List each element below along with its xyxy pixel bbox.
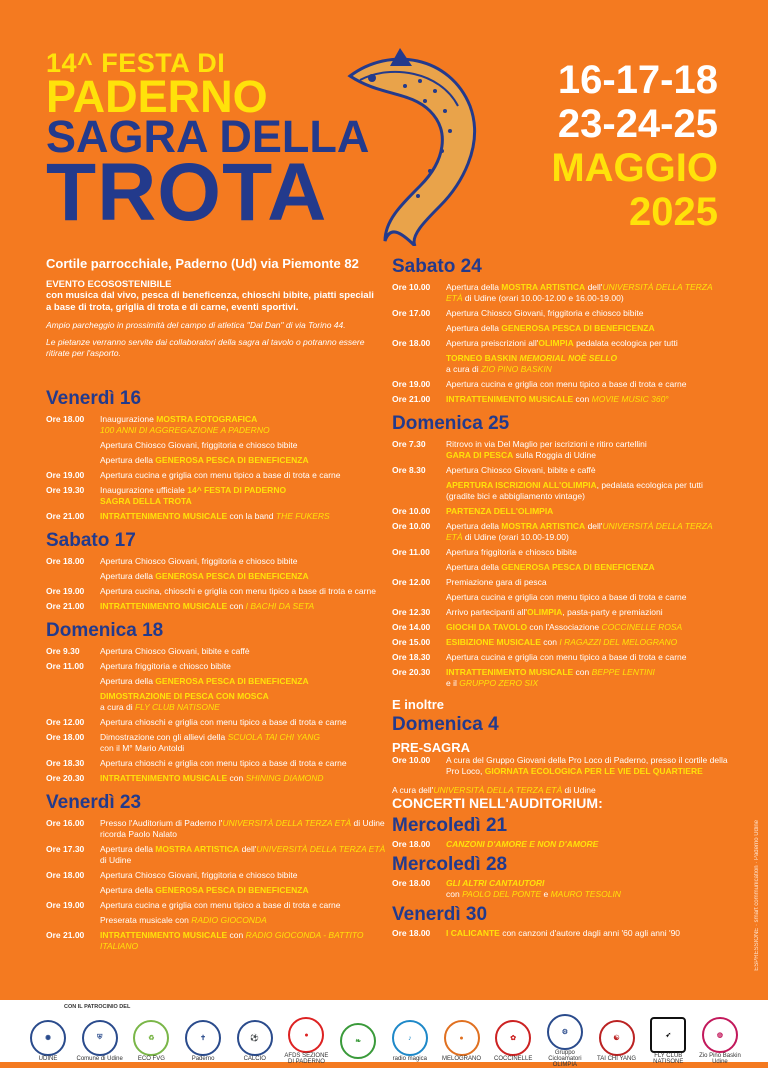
text: A cura dell' bbox=[392, 785, 434, 795]
highlight: GENEROSA PESCA DI BENEFICENZA bbox=[501, 562, 655, 572]
time: Ore 21.00 bbox=[46, 511, 85, 521]
blood-drop-icon: ● bbox=[288, 1017, 324, 1053]
day-title: Venerdì 23 bbox=[46, 792, 142, 813]
text: Dimostrazione con gli allievi della bbox=[100, 732, 228, 742]
text: Arrivo partecipanti all' bbox=[446, 607, 527, 617]
sponsor-name: radio magica bbox=[392, 1056, 427, 1062]
sponsor-logo bbox=[696, 1017, 744, 1065]
time: Ore 18.00 bbox=[392, 928, 431, 938]
text: con l'Associazione bbox=[527, 622, 602, 632]
text: Apertura friggitoria e chiosco bibite bbox=[446, 547, 577, 557]
title-line-4: TROTA bbox=[46, 147, 328, 238]
highlight-italic: CANZONI D'AMORE E NON D'AMORE bbox=[446, 839, 599, 849]
text: a cura di bbox=[100, 702, 135, 712]
program-row bbox=[46, 930, 386, 952]
highlight-italic: BEPPE LENTINI bbox=[591, 667, 655, 677]
time: Ore 16.00 bbox=[46, 818, 85, 828]
concerti-intro bbox=[392, 785, 728, 795]
time: Ore 8.30 bbox=[392, 465, 426, 475]
text: Apertura friggitoria e chiosco bibite bbox=[100, 661, 231, 671]
pomegranate-icon: ● bbox=[444, 1020, 480, 1056]
program-row bbox=[392, 607, 728, 618]
highlight-italic: MOVIE MUSIC 360° bbox=[591, 394, 669, 404]
concerti-title: CONCERTI NELL'AUDITORIUM: bbox=[392, 795, 603, 811]
dates-second-weekend: 23-24-25 bbox=[557, 102, 718, 146]
highlight-italic: GRUPPO ZERO SIX bbox=[459, 678, 539, 688]
text: con bbox=[540, 637, 560, 647]
football-icon: ⚽ bbox=[237, 1020, 273, 1056]
event-dates bbox=[551, 58, 718, 234]
text: di Udine ricorda Paolo Nalato bbox=[100, 818, 385, 839]
text: Apertura della bbox=[100, 676, 156, 686]
text: A cura del Gruppo Giovani della Pro Loco di Paderno, presso il cortile della Pro Loco, bbox=[446, 755, 728, 776]
program-row bbox=[46, 455, 386, 466]
highlight: GARA DI PESCA bbox=[446, 450, 514, 460]
text: di Udine (orari 10.00-12.00 e 16.00-19.00) bbox=[462, 293, 624, 303]
program-row bbox=[392, 480, 728, 502]
highlight: GIOCHI DA TAVOLO bbox=[446, 622, 528, 632]
sponsor-logo bbox=[334, 1023, 382, 1059]
text: Apertura chioschi e griglia con menu tipico a base di trota e carne bbox=[100, 758, 347, 768]
time: Ore 15.00 bbox=[392, 637, 431, 647]
eco-body: con musica dal vivo, pesca di beneficenza, chioschi bibite, piatti speciali a base di trota, griglia di trota e di carne, eventi sportivi. bbox=[46, 290, 374, 313]
program-row bbox=[46, 601, 386, 612]
highlight-italic: MEMORIAL NOÈ SELLO bbox=[519, 353, 618, 363]
program-row bbox=[46, 414, 386, 436]
time: Ore 18.00 bbox=[46, 870, 85, 880]
highlight: MOSTRA ARTISTICA bbox=[501, 282, 586, 292]
sponsor-name: ECO FVG bbox=[137, 1056, 165, 1062]
sponsor-logo bbox=[76, 1020, 124, 1062]
sponsor-name: Paderno bbox=[191, 1056, 215, 1062]
text: dell' bbox=[239, 844, 257, 854]
program-row bbox=[392, 308, 728, 319]
text: con bbox=[573, 667, 592, 677]
highlight: GENEROSA PESCA DI BENEFICENZA bbox=[155, 676, 309, 686]
time: Ore 12.30 bbox=[392, 607, 431, 617]
highlight: GENEROSA PESCA DI BENEFICENZA bbox=[501, 323, 655, 333]
text: con il M° Mario Antoldi bbox=[100, 743, 185, 753]
program-row bbox=[46, 646, 386, 657]
sponsor-name: UDINE bbox=[38, 1056, 58, 1062]
program-row bbox=[392, 323, 728, 334]
program-row bbox=[392, 562, 728, 573]
text: Apertura cucina e griglia con menu tipico a base di trota e carne bbox=[100, 470, 341, 480]
text: Apertura Chiosco Giovani, bibite e caffè bbox=[100, 646, 250, 656]
text: con bbox=[446, 889, 463, 899]
text: Apertura Chiosco Giovani, friggitoria e chiosco bibite bbox=[100, 870, 298, 880]
program-row bbox=[46, 440, 386, 451]
program-row bbox=[392, 667, 728, 689]
text: e bbox=[541, 889, 551, 899]
program-row bbox=[392, 755, 728, 777]
highlight: SAGRA DELLA TROTA bbox=[100, 496, 192, 506]
parish-icon: ✝ bbox=[185, 1020, 221, 1056]
time: Ore 21.00 bbox=[46, 601, 85, 611]
bicycle-icon: ⚙ bbox=[547, 1014, 583, 1050]
time: Ore 10.00 bbox=[392, 755, 431, 765]
highlight-italic: RADIO GIOCONDA - BATTITO ITALIANO bbox=[100, 930, 364, 951]
dates-year: 2025 bbox=[629, 190, 718, 234]
highlight: INTRATTENIMENTO MUSICALE bbox=[446, 394, 574, 404]
text: Apertura della bbox=[100, 885, 156, 895]
time: Ore 18.00 bbox=[392, 878, 431, 888]
program-row bbox=[392, 592, 728, 603]
program-row bbox=[392, 379, 728, 390]
program-row bbox=[46, 885, 386, 896]
highlight: GENEROSA PESCA DI BENEFICENZA bbox=[155, 885, 309, 895]
highlight: I CALICANTE bbox=[446, 928, 500, 938]
program-row bbox=[392, 622, 728, 633]
highlight: INTRATTENIMENTO MUSICALE bbox=[100, 511, 228, 521]
program-row bbox=[392, 878, 728, 900]
program-row bbox=[46, 758, 386, 769]
program-row bbox=[46, 870, 386, 881]
trout-illustration bbox=[330, 36, 490, 246]
time: Ore 10.00 bbox=[392, 521, 431, 531]
highlight-italic: ZIO PINO BASKIN bbox=[480, 364, 552, 374]
time: Ore 18.00 bbox=[46, 414, 85, 424]
program-row bbox=[46, 485, 386, 507]
program-row bbox=[46, 915, 386, 926]
text: Apertura cucina e griglia con menu tipico a base di trota e carne bbox=[446, 592, 687, 602]
text: Apertura cucina, chioschi e griglia con menu tipico a base di trota e carne bbox=[100, 586, 376, 596]
basketball-icon: ◍ bbox=[702, 1017, 738, 1053]
sponsor-name: MELOGRANO bbox=[441, 1056, 481, 1062]
text: Ritrovo in via Del Maglio per iscrizioni e ritiro cartellini bbox=[446, 439, 647, 449]
time: Ore 19.00 bbox=[46, 470, 85, 480]
time: Ore 19.00 bbox=[46, 586, 85, 596]
text: Apertura Chiosco Giovani, bibite e caffè bbox=[446, 465, 596, 475]
time: Ore 7.30 bbox=[392, 439, 426, 449]
text: di Udine bbox=[100, 855, 132, 865]
program-row bbox=[46, 661, 386, 672]
text: con la band bbox=[227, 511, 276, 521]
highlight-italic: SCUOLA TAI CHI YANG bbox=[227, 732, 320, 742]
inoltre-label: E inoltre bbox=[392, 697, 445, 712]
text: Inaugurazione bbox=[100, 414, 157, 424]
time: Ore 19.00 bbox=[46, 900, 85, 910]
program-row bbox=[46, 676, 386, 687]
highlight: OLIMPIA bbox=[527, 607, 563, 617]
text: Apertura Chiosco Giovani, friggitoria e chiosco bibite bbox=[100, 440, 298, 450]
highlight: INTRATTENIMENTO MUSICALE bbox=[100, 930, 228, 940]
text: di Udine bbox=[562, 785, 596, 795]
sponsor-logo bbox=[231, 1020, 279, 1062]
program-row bbox=[392, 652, 728, 663]
agency-credit: ESPRESSIONE · smart communication · Paderno Udine bbox=[754, 820, 760, 971]
program-row bbox=[46, 717, 386, 728]
time: Ore 17.00 bbox=[392, 308, 431, 318]
program-row bbox=[46, 586, 386, 597]
text: sulla Roggia di Udine bbox=[513, 450, 596, 460]
program-row bbox=[46, 844, 386, 866]
text: Apertura della bbox=[100, 455, 156, 465]
program-row bbox=[46, 470, 386, 481]
highlight: APERTURA ISCRIZIONI ALL'OLIMPIA bbox=[446, 480, 597, 490]
time: Ore 12.00 bbox=[46, 717, 85, 727]
program-row bbox=[392, 353, 728, 375]
highlight-italic: PAOLO DEL PONTE bbox=[462, 889, 542, 899]
sponsor-name: Zio Pino Baskin Udine bbox=[699, 1053, 741, 1065]
time: Ore 19.30 bbox=[46, 485, 85, 495]
highlight: PARTENZA DELL'OLIMPIA bbox=[446, 506, 554, 516]
text: Apertura della bbox=[100, 571, 156, 581]
program-row bbox=[46, 556, 386, 567]
parking-note: Ampio parcheggio in prossimità del campo di atletica "Dal Dan" di via Torino 44. bbox=[46, 320, 346, 330]
text: con bbox=[573, 394, 592, 404]
program-row bbox=[392, 547, 728, 558]
time: Ore 18.00 bbox=[46, 732, 85, 742]
day-title: Venerdì 30 bbox=[392, 904, 488, 925]
text: Apertura chioschi e griglia con menu tipico a base di trota e carne bbox=[100, 717, 347, 727]
day-title: Venerdì 16 bbox=[46, 388, 142, 409]
program-left-column bbox=[46, 380, 386, 956]
highlight-italic: FLY CLUB NATISONE bbox=[134, 702, 220, 712]
highlight-italic: SHINING DIAMOND bbox=[245, 773, 324, 783]
highlight: OLIMPIA bbox=[538, 338, 574, 348]
text: con bbox=[227, 930, 246, 940]
highlight: DIMOSTRAZIONE DI PESCA CON MOSCA bbox=[100, 691, 269, 701]
sponsor-name: Comune di Udine bbox=[76, 1056, 123, 1062]
program-row bbox=[46, 571, 386, 582]
highlight: TORNEO BASKIN bbox=[446, 353, 520, 363]
sponsor-logo bbox=[24, 1020, 72, 1062]
intro-block bbox=[46, 256, 380, 359]
sponsor-logo bbox=[179, 1020, 227, 1062]
fly-icon: ➶ bbox=[650, 1017, 686, 1053]
highlight-italic: I BACHI DA SETA bbox=[245, 601, 315, 611]
yin-yang-icon: ☯ bbox=[599, 1020, 635, 1056]
program-row bbox=[392, 637, 728, 648]
text: di Udine (orari 10.00-19.00) bbox=[462, 532, 569, 542]
leaf-icon: ❧ bbox=[340, 1023, 376, 1059]
program-row bbox=[46, 511, 386, 522]
day-title: Domenica 4 bbox=[392, 714, 499, 735]
highlight: 14^ FESTA DI PADERNO bbox=[187, 485, 287, 495]
time: Ore 18.00 bbox=[392, 338, 431, 348]
highlight: ESIBIZIONE MUSICALE bbox=[446, 637, 541, 647]
highlight-italic: UNIVERSITÀ DELLA TERZA ETÀ bbox=[222, 818, 352, 828]
time: Ore 18.30 bbox=[392, 652, 431, 662]
program-row bbox=[392, 394, 728, 405]
time: Ore 17.30 bbox=[46, 844, 85, 854]
time: Ore 10.00 bbox=[392, 506, 431, 516]
highlight: MOSTRA ARTISTICA bbox=[155, 844, 240, 854]
program-row bbox=[46, 818, 386, 840]
time: Ore 20.30 bbox=[392, 667, 431, 677]
text: Preserata musicale con bbox=[100, 915, 192, 925]
text: Apertura della bbox=[446, 521, 502, 531]
highlight-italic: THE FUKERS bbox=[275, 511, 330, 521]
program-row bbox=[46, 773, 386, 784]
dates-month: MAGGIO bbox=[551, 146, 718, 190]
text: con bbox=[227, 773, 246, 783]
time: Ore 12.00 bbox=[392, 577, 431, 587]
program-row bbox=[46, 691, 386, 713]
venue: Cortile parrocchiale, Paderno (Ud) via Piemonte 82 bbox=[46, 256, 359, 271]
text: Inaugurazione ufficiale bbox=[100, 485, 188, 495]
sponsor-name: CALCIO bbox=[243, 1056, 266, 1062]
text: Apertura Chiosco Giovani, friggitoria e chiosco bibite bbox=[446, 308, 644, 318]
text: , pedalata ecologica per tutti (gradite bici e abbigliamento vintage) bbox=[446, 480, 703, 501]
sponsor-logos bbox=[24, 1014, 744, 1068]
highlight-italic: UNIVERSITÀ DELLA TERZA ETÀ bbox=[446, 521, 713, 542]
sponsor-logo bbox=[282, 1017, 330, 1065]
text: dell' bbox=[585, 521, 603, 531]
patronage-label: CON IL PATROCINIO DEL bbox=[64, 1004, 131, 1010]
day-title: Sabato 24 bbox=[392, 256, 482, 277]
eco-icon: ♻ bbox=[133, 1020, 169, 1056]
highlight: INTRATTENIMENTO MUSICALE bbox=[100, 773, 228, 783]
sponsor-name: AFDS SEZIONE DI PADERNO bbox=[284, 1053, 329, 1065]
sponsor-logo bbox=[386, 1020, 434, 1062]
highlight: GENEROSA PESCA DI BENEFICENZA bbox=[155, 571, 309, 581]
highlight-italic: UNIVERSITÀ DELLA TERZA ETÀ bbox=[433, 785, 563, 795]
pre-sagra-label: PRE-SAGRA bbox=[392, 740, 471, 755]
time: Ore 11.00 bbox=[392, 547, 430, 557]
sponsor-name: Gruppo Cicloamatori OLIMPIA bbox=[548, 1050, 582, 1068]
sponsor-logo bbox=[127, 1020, 175, 1062]
highlight: INTRATTENIMENTO MUSICALE bbox=[100, 601, 228, 611]
sponsor-name: FLY CLUB NATISONE bbox=[653, 1053, 684, 1065]
time: Ore 11.00 bbox=[46, 661, 84, 671]
sponsor-logo bbox=[593, 1020, 641, 1062]
program-row bbox=[392, 577, 728, 588]
dates-first-weekend: 16-17-18 bbox=[557, 58, 718, 102]
text: dell' bbox=[585, 282, 603, 292]
program-row bbox=[392, 506, 728, 517]
paderno-seal-icon: ✺ bbox=[30, 1020, 66, 1056]
ladybug-icon: ✿ bbox=[495, 1020, 531, 1056]
highlight: INTRATTENIMENTO MUSICALE bbox=[446, 667, 574, 677]
text: con bbox=[227, 601, 246, 611]
eco-title: EVENTO ECOSOSTENIBILE bbox=[46, 279, 172, 290]
sponsor-name: TAI CHI YANG bbox=[597, 1056, 637, 1062]
time: Ore 20.30 bbox=[46, 773, 85, 783]
coat-of-arms-icon: ⛨ bbox=[82, 1020, 118, 1056]
time: Ore 18.00 bbox=[46, 556, 85, 566]
time: Ore 21.00 bbox=[392, 394, 431, 404]
text: , pasta-party e premiazioni bbox=[562, 607, 663, 617]
day-title: Domenica 18 bbox=[46, 620, 164, 641]
highlight-italic: MAURO TESOLIN bbox=[550, 889, 621, 899]
highlight: MOSTRA FOTOGRAFICA bbox=[156, 414, 258, 424]
highlight-italic: COCCINELLE ROSA bbox=[601, 622, 683, 632]
title-line-2: PADERNO bbox=[46, 71, 268, 122]
program-row bbox=[392, 439, 728, 461]
program-right-column bbox=[392, 256, 728, 943]
program-row bbox=[392, 338, 728, 349]
text: Apertura cucina e griglia con menu tipico a base di trota e carne bbox=[446, 379, 687, 389]
text: Apertura Chiosco Giovani, friggitoria e chiosco bibite bbox=[100, 556, 298, 566]
title-line-1: 14^ FESTA DI bbox=[46, 48, 226, 78]
program-row bbox=[46, 732, 386, 754]
program-row bbox=[392, 839, 728, 850]
text: pedalata ecologica per tutti bbox=[573, 338, 678, 348]
sponsor-logo bbox=[541, 1014, 589, 1068]
service-note: Le pietanze verranno servite dai collaboratori della sagra al tavolo o potranno essere ritirate per l'asporto. bbox=[46, 337, 365, 358]
time: Ore 19.00 bbox=[392, 379, 431, 389]
highlight-italic: I RAGAZZI DEL MELOGRANO bbox=[559, 637, 678, 647]
text: Apertura della bbox=[446, 282, 502, 292]
radio-icon: ♪ bbox=[392, 1020, 428, 1056]
sponsor-footer bbox=[0, 1000, 768, 1068]
highlight-italic: UNIVERSITÀ DELLA TERZA ETÀ bbox=[256, 844, 386, 854]
highlight-italic: 100 ANNI DI AGGREGAZIONE A PADERNO bbox=[100, 425, 270, 435]
text: Apertura cucina e griglia con menu tipico a base di trota e carne bbox=[100, 900, 341, 910]
program-row bbox=[392, 928, 728, 939]
day-title: Sabato 17 bbox=[46, 530, 136, 551]
highlight: MOSTRA ARTISTICA bbox=[501, 521, 586, 531]
title-line-3: SAGRA DELLA bbox=[46, 111, 370, 162]
day-title: Mercoledì 28 bbox=[392, 854, 508, 875]
highlight: GENEROSA PESCA DI BENEFICENZA bbox=[155, 455, 309, 465]
sponsor-logo bbox=[644, 1017, 692, 1065]
time: Ore 18.00 bbox=[392, 839, 431, 849]
highlight-italic: UNIVERSITÀ DELLA TERZA ETÀ bbox=[446, 282, 713, 303]
day-title: Mercoledì 21 bbox=[392, 815, 508, 836]
text: Apertura della bbox=[100, 844, 156, 854]
sponsor-logo bbox=[489, 1020, 537, 1062]
highlight-italic: RADIO GIOCONDA bbox=[191, 915, 267, 925]
program-row bbox=[392, 521, 728, 543]
text: Presso l'Auditorium di Paderno l' bbox=[100, 818, 223, 828]
text: Apertura della bbox=[446, 562, 502, 572]
text: Apertura preiscrizioni all' bbox=[446, 338, 539, 348]
program-row bbox=[392, 282, 728, 304]
highlight-italic: GLI ALTRI CANTAUTORI bbox=[446, 878, 545, 888]
text: a cura di bbox=[446, 364, 481, 374]
sponsor-name: COCCINELLE bbox=[494, 1056, 533, 1062]
time: Ore 14.00 bbox=[392, 622, 431, 632]
text: e il bbox=[446, 678, 460, 688]
program-row bbox=[392, 465, 728, 476]
time: Ore 9.30 bbox=[46, 646, 80, 656]
day-title: Domenica 25 bbox=[392, 413, 510, 434]
program-row bbox=[46, 900, 386, 911]
text: Apertura cucina e griglia con menu tipico a base di trota e carne bbox=[446, 652, 687, 662]
time: Ore 10.00 bbox=[392, 282, 431, 292]
text: Premiazione gara di pesca bbox=[446, 577, 547, 587]
sponsor-logo bbox=[438, 1020, 486, 1062]
time: Ore 21.00 bbox=[46, 930, 85, 940]
highlight: GIORNATA ECOLOGICA PER LE VIE DEL QUARTIERE bbox=[484, 766, 703, 776]
text: Apertura della bbox=[446, 323, 502, 333]
text: con canzoni d'autore dagli anni '60 agli anni '90 bbox=[499, 928, 681, 938]
time: Ore 18.30 bbox=[46, 758, 85, 768]
